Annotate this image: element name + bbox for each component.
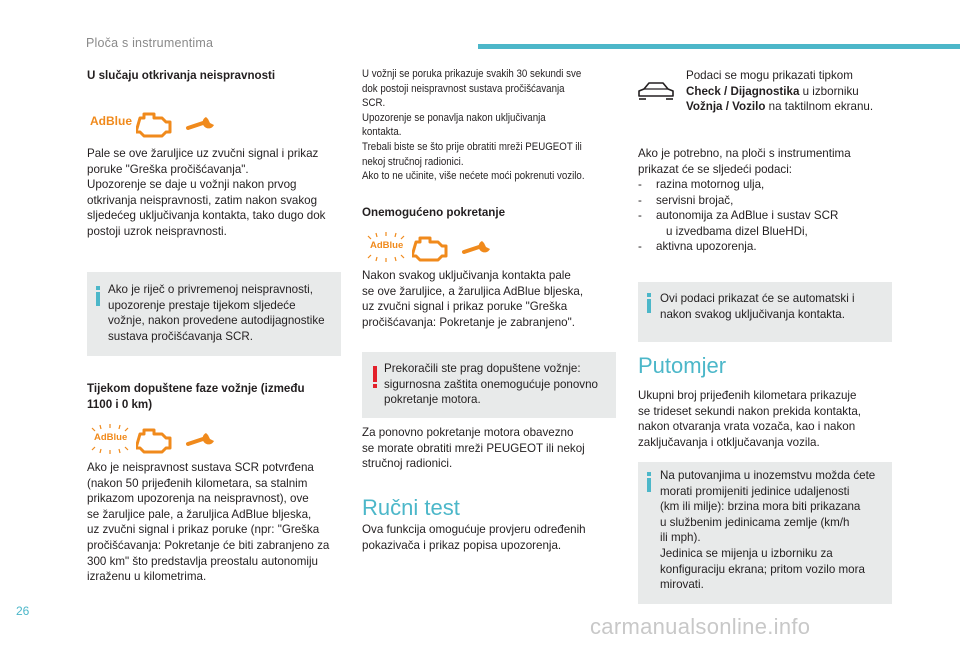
warning-lamps-row <box>86 108 216 140</box>
section-title: Ploča s instrumentima <box>86 36 214 50</box>
list-item-continuation: u izvedbama dizel BlueHDi, <box>666 224 808 238</box>
warning-lamps-row-start-disabled <box>362 232 492 264</box>
engine-icon <box>136 108 176 140</box>
fault-paragraph: Pale se ove žaruljice uz zvučni signal i prikaz poruke "Greška pročišćavanja". Upozorenje se daje u vožnji nakon prvog otkrivanja neispravnosti, zatim nakon svakog sljedećeg uključivanja kontakta, tako dugo dok postoji uzrok neispravnosti. <box>87 147 326 238</box>
list-item: - servisni brojač, <box>638 193 734 207</box>
driving-message-paragraph: U vožnji se poruka prikazuje svakih 30 sekundi sve dok postoji neispravnost sustava pročišćavanja SCR. Upozorenje se ponavlja nakon uključivanja kontakta. Trebali biste se što prije obratiti mreži PEUGEOT ili nekoj stručnoj radionici. Ako to ne učinite, više nećete moći pokrenuti vozilo. <box>362 68 585 183</box>
restart-paragraph: Za ponovno pokretanje motora obavezno se morate obratiti mreži PEUGEOT ili nekoj stručnoj radionici. <box>362 426 585 471</box>
info-box-auto-display: Ovi podaci prikazat će se automatski i nakon svakog uključivanja kontakta. <box>638 282 892 342</box>
heading-allowed-phase: Tijekom dopuštene faze vožnje (između 1100 i 0 km) <box>87 382 305 411</box>
display-info-paragraph: Ako je potrebno, na ploči s instrumentima prikazat će se sljedeći podaci: <box>638 147 851 176</box>
list-item: - aktivna upozorenja. <box>638 240 757 254</box>
odometer-paragraph: Ukupni broj prijeđenih kilometara prikazuje se trideset sekundi nakon prekida kontakta, nakon otvaranja vrata vozača, kao i nakon zaključavanja i otključavanja vozila. <box>638 389 861 449</box>
info-icon <box>96 292 100 306</box>
diagnostics-note: Podaci se mogu prikazati tipkom Check / Dijagnostika u izborniku Vožnja / Vozilo na taktilnom ekranu. <box>686 69 874 114</box>
adblue-flashing-label: AdBlue <box>94 432 128 443</box>
engine-icon <box>412 232 452 264</box>
list-item: - autonomija za AdBlue i sustav SCR <box>638 209 839 223</box>
page-number: 26 <box>16 604 30 618</box>
info-box-units: Na putovanjima u inozemstvu možda ćete morati promijeniti jedinice udaljenosti (km ili milje): brzina mora biti prikazana u službenim jedinicama zemlje (km/h ili mph). Jedinica se mijenja u izborniku za konfiguraciju ekrana; pritom vozilo mora mirovati. <box>638 462 892 604</box>
wrench-icon <box>184 430 218 450</box>
heading-start-disabled: Onemogućeno pokretanje <box>362 206 506 219</box>
watermark: carmanualsonline.info <box>590 614 811 639</box>
adblue-lamp-icon: AdBlue <box>90 114 132 128</box>
list-item: - razina motornog ulja, <box>638 178 765 191</box>
start-disabled-paragraph: Nakon svakog uključivanja kontakta pale se ove žaruljice, a žaruljica AdBlue bljeska, uz zvučni signal i prikaz poruke "Greška pročišćavanja: Pokretanje je zabranjeno". <box>362 269 584 329</box>
manual-test-paragraph: Ova funkcija omogućuje provjeru određenih pokazivača i prikaz popisa upozorenja. <box>362 523 586 552</box>
wrench-icon <box>184 114 218 134</box>
info-icon <box>647 478 651 492</box>
title-manual-test: Ručni test <box>362 495 460 520</box>
display-info-list <box>638 177 900 255</box>
exclamation-icon <box>373 366 377 382</box>
warning-box-threshold: Prekoračili ste prag dopuštene vožnje: sigurnosna zaštita onemogućuje ponovno pokretanje motora. <box>362 352 616 418</box>
heading-fault-detection: U slučaju otkrivanja neispravnosti <box>87 69 276 82</box>
title-odometer: Putomjer <box>638 353 727 378</box>
info-icon <box>647 299 651 313</box>
car-icon <box>636 80 676 104</box>
header-accent-bar <box>478 44 960 49</box>
warning-lamps-row-flashing <box>86 424 216 456</box>
adblue-flashing-label: AdBlue <box>370 240 404 251</box>
info-box-temporary-fault: Ako je riječ o privremenoj neispravnosti, upozorenje prestaje tijekom sljedeće vožnje, nakon provedene autodijagnostike sustava pročišćavanja SCR. <box>87 272 341 356</box>
wrench-icon <box>460 238 494 258</box>
scr-fault-paragraph: Ako je neispravnost sustava SCR potvrđena (nakon 50 prijeđenih kilometara, sa stalnim prikazom upozorenja na neispravnost), ove se žaruljice pale, a žaruljica AdBlue bljeska, uz zvučni signal i prikaz poruke (npr: "Greška pročišćavanja: Pokretanje će biti zabranjeno za 300 km" što predstavlja preostalu autonomiju izraženu u kilometrima. <box>87 461 330 584</box>
engine-icon <box>136 424 176 456</box>
